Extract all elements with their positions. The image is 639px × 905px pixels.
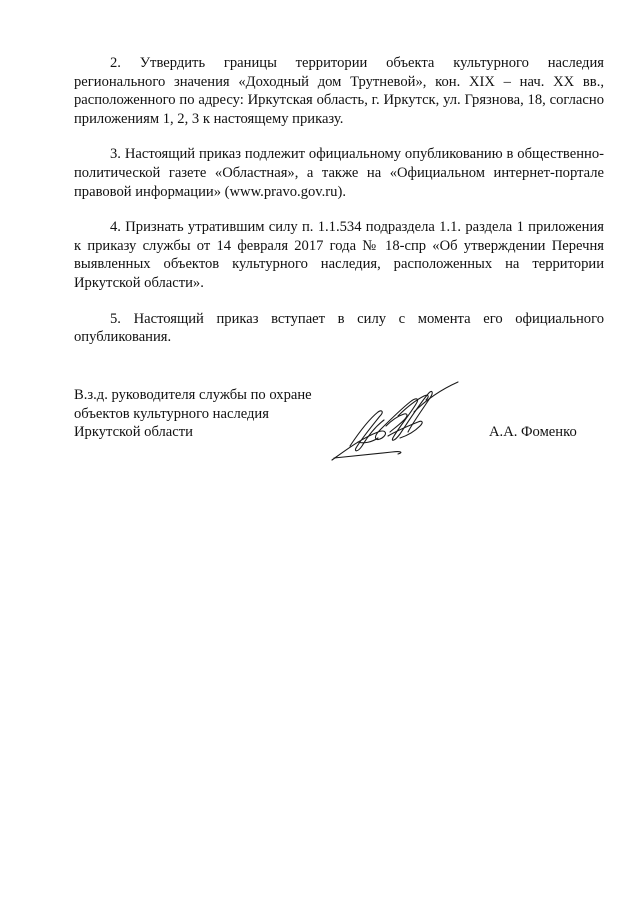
paragraph-item-5: 5. Настоящий приказ вступает в силу с момента его официального опубликования. xyxy=(74,310,604,346)
paragraph-item-4: 4. Признать утратившим силу п. 1.1.534 подраздела 1.1. раздела 1 приложения к приказу службы от 14 февраля 2017 года № 18-спр «Об утверждении Перечня выявленных объектов культурного наследия, расположенных на территории Иркутской области». xyxy=(74,219,604,291)
signer-position xyxy=(74,386,334,442)
handwritten-signature xyxy=(328,376,468,464)
paragraph-item-3: 3. Настоящий приказ подлежит официальному опубликованию в общественно-политической газете «Областная», а также на «Официальном интернет-портале правовой информации» (www.pravo.gov.ru). xyxy=(74,146,604,200)
signer-position-line-3: Иркутской области xyxy=(74,424,193,441)
document-body xyxy=(74,54,604,364)
paragraph-item-2: 2. Утвердить границы территории объекта культурного наследия регионального значения «Доходный дом Трутневой», кон. XIX – нач. XX вв., расположенного по адресу: Иркутская область, г. Иркутск, ул. Грязнова, 18, согласно приложениям 1, 2, 3 к настоящему приказу. xyxy=(74,55,604,127)
signer-position-line-1: В.з.д. руководителя службы по охране xyxy=(74,387,312,403)
signer-position-line-2: объектов культурного наследия xyxy=(74,405,269,422)
signer-name: А.А. Фоменко xyxy=(489,424,577,440)
